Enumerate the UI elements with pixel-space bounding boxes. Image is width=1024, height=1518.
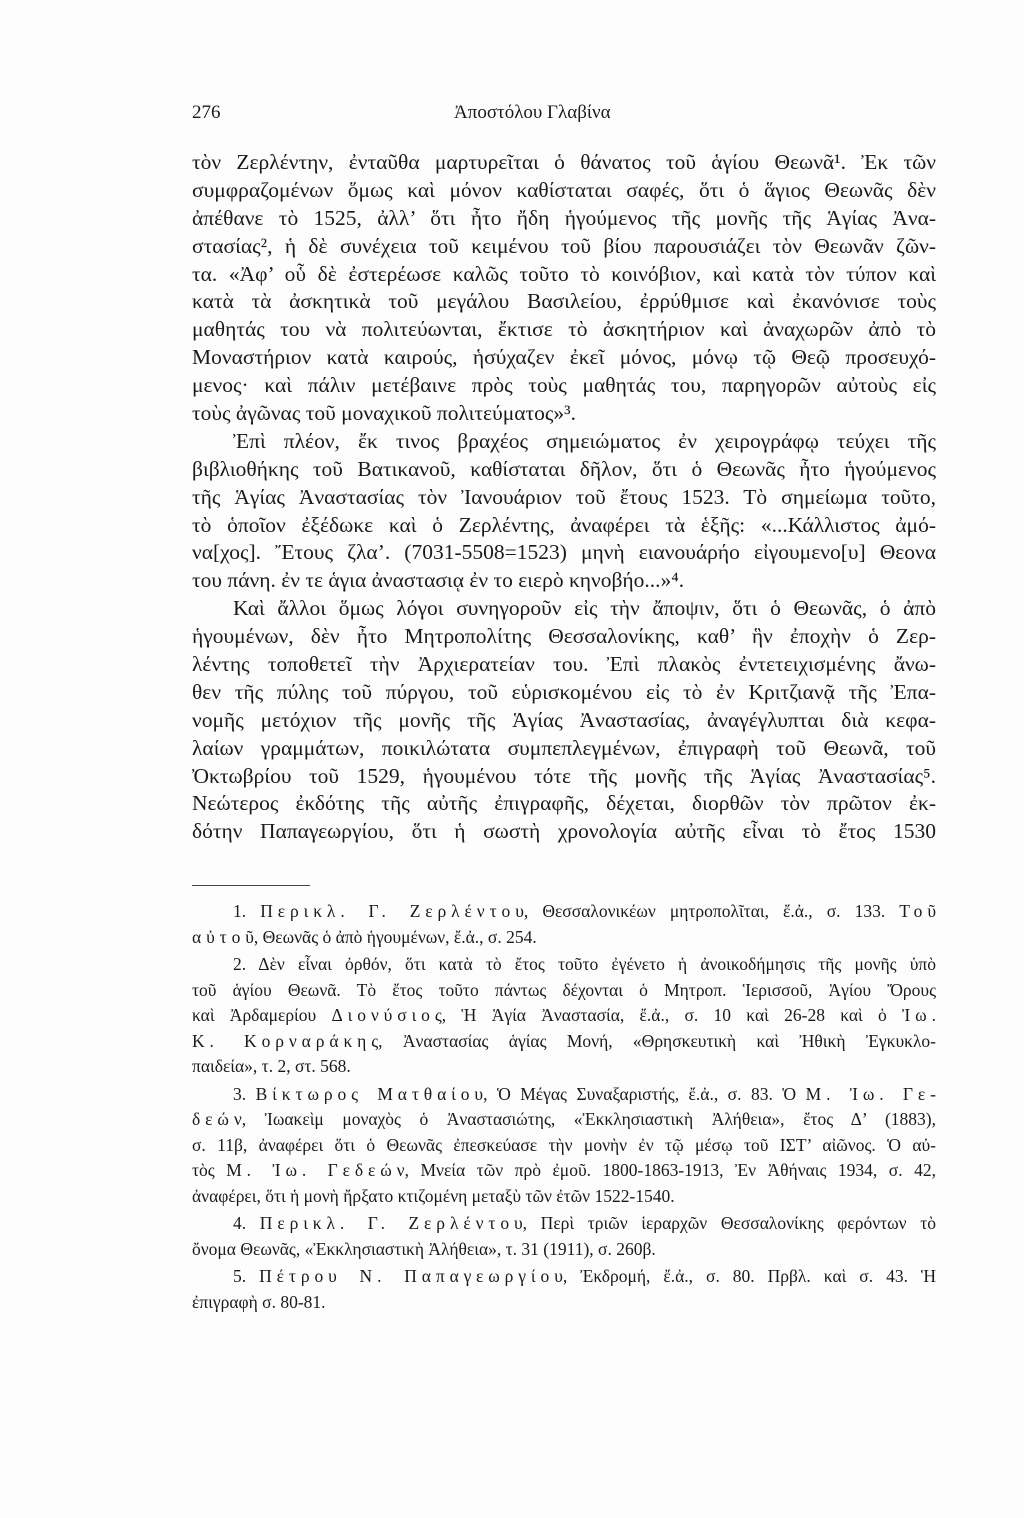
footnote-line	[192, 899, 941, 925]
footnote-line	[192, 978, 936, 1004]
footnote-line	[192, 1211, 936, 1237]
footnote	[192, 1264, 936, 1315]
body-line: του πάνη. ἐν τε ἁγια ἀναστασιᾳ ἐν το ειερὸ κηνοβήο...»⁴.	[192, 568, 685, 593]
footnote-line	[192, 1082, 941, 1108]
footnote-emphasis: Μ. Ἰω. Γεδεών	[226, 1160, 410, 1180]
footnote-line	[192, 1237, 936, 1263]
body-line: βιβλιοθήκης τοῦ Βατικανοῦ, καθίσταται δῆλον, ὅτι ὁ Θεωνᾶς ἦτο ἡγούμενος	[192, 456, 936, 481]
footnote-line	[192, 925, 936, 951]
body-line: στασίας², ἡ δὲ συνέχεια τοῦ κειμένου τοῦ βίου παρουσιάζει τὸν Θεωνᾶν ζῶν-	[192, 233, 936, 258]
page-header	[192, 101, 936, 125]
footnote-text: 3.	[233, 1083, 256, 1104]
footnote-emphasis: αὐτοῦ	[192, 926, 259, 947]
footnote-emphasis: δεών	[192, 1109, 247, 1129]
footnote-text: , Ἐκδρομή, ἔ.ἀ., σ. 80. Πρβλ. καὶ σ. 43. Ἡ	[562, 1266, 936, 1286]
footnote-text: 5.	[233, 1266, 260, 1286]
footnote-text: , Ἰωακεὶμ μοναχὸς ὁ Ἀναστασιώτης, «Ἐκκλησιαστικὴ Ἀλήθεια», ἔτος Δ’ (1883),	[241, 1109, 936, 1129]
footnote	[192, 952, 941, 1080]
footnote-text: τοῦ ἁγίου Θεωνᾶ. Τὸ ἔτος τοῦτο πάντως δέχονται ὁ Μητροπ. Ἱερισσοῦ, Ἁγίου Ὄρους	[192, 979, 936, 1000]
body-line: Καὶ ἄλλοι ὅμως λόγοι συνηγοροῦν εἰς τὴν ἄποψιν, ὅτι ὁ Θεωνᾶς, ὁ ἀπὸ	[233, 596, 936, 621]
footnote-line	[192, 1107, 936, 1133]
body-line: τὸ ὁποῖον ἐξέδωκε καὶ ὁ Ζερλέντης, ἀναφέρει τὰ ἑξῆς: «...Κάλλιστος ἀμό-	[192, 512, 936, 537]
footnote-emphasis: Μ. Ἰω. Γε-	[805, 1083, 941, 1104]
footnote-text: 4.	[233, 1213, 260, 1233]
body-line: Ὀκτωβρίου τοῦ 1529, ἡγουμένου τότε τῆς μονῆς τῆς Ἁγίας Ἀναστασίας⁵.	[192, 763, 936, 788]
footnote-line	[192, 1290, 936, 1316]
body-line: ἀπέθανε τὸ 1525, ἀλλ’ ὅτι ἦτο ἤδη ἡγούμενος τῆς μονῆς τῆς Ἁγίας Ἀνα-	[192, 205, 936, 230]
footnote-text: ἐπιγραφὴ σ. 80-81.	[192, 1291, 326, 1312]
footnote-text: 1.	[233, 901, 261, 921]
body-line: θεν τῆς πύλης τοῦ πύργου, τοῦ εὑρισκομένου εἰς τὸ ἐν Κριτζιανᾷ τῆς Ἐπα-	[192, 679, 936, 704]
footnote-text: ὄνομα Θεωνᾶς, «Ἐκκλησιαστικὴ Ἀλήθεια», τ. 31 (1911), σ. 260β.	[192, 1238, 656, 1259]
footnote-line	[192, 952, 936, 978]
footnote-emphasis: Τοῦ	[899, 901, 941, 921]
body-line: μενος· καὶ πάλιν μετέβαινε πρὸς τοὺς μαθητάς του, παρηγορῶν αὐτοὺς εἰς	[192, 373, 936, 398]
body-line: τὸν Ζερλέντην, ἐνταῦθα μαρτυρεῖται ὁ θάνατος τοῦ ἁγίου Θεωνᾶ¹. Ἐκ τῶν	[192, 150, 936, 174]
footnote-emphasis: Πέτρου Ν. Παπαγεωργίου	[259, 1266, 568, 1286]
footnote-line	[192, 1133, 936, 1159]
footnote-emphasis: Βίκτωρος Ματθαίου	[255, 1083, 488, 1104]
page-number: 276	[192, 102, 221, 123]
body-line: τῆς Ἁγίας Ἀναστασίας τὸν Ἰανουάριον τοῦ ἔτους 1523. Τὸ σημείωμα τοῦτο,	[192, 484, 936, 509]
running-title: Ἀποστόλου Γλαβίνα	[454, 102, 611, 123]
footnote-line	[192, 1264, 936, 1290]
body-line: κατὰ τὰ ἀσκητικὰ τοῦ μεγάλου Βασιλείου, ἐρρύθμισε καὶ ἐκανόνισε τοὺς	[192, 289, 936, 314]
body-paragraph	[192, 595, 936, 846]
footnote-rule	[192, 885, 310, 886]
footnote-emphasis: Κ. Κορναράκης	[192, 1030, 384, 1051]
footnote-text: , Μνεία τῶν πρὸ ἐμοῦ. 1800-1863-1913, Ἐν Ἀθήναις 1934, σ. 42,	[404, 1160, 936, 1180]
footnote-line	[192, 1184, 936, 1210]
footnote-emphasis: Διονύσιος	[331, 1005, 447, 1025]
footnote-text: , Ὁ Μέγας Συναξαριστής, ἔ.ἀ., σ. 83. Ὁ	[483, 1083, 806, 1104]
footnote-line	[192, 1054, 936, 1080]
footnote	[192, 899, 941, 950]
body-line: λαίων γραμμάτων, ποικιλώτατα συμπεπλεγμένων, ἐπιγραφὴ τοῦ Θεωνᾶ, τοῦ	[192, 735, 936, 760]
footnote-text: σ. 11β, ἀναφέρει ὅτι ὁ Θεωνᾶς ἐπεσκεύασε τὴν μονὴν ἐν τῷ μέσῳ τοῦ ΙΣΤ’ αἰῶνος. Ὁ αὐ-	[192, 1134, 936, 1155]
body-line: τα. «Ἀφ’ οὗ δὲ ἐστερέωσε καλῶς τοῦτο τὸ κοινόβιον, καὶ κατὰ τὸν τύπον καὶ	[192, 261, 936, 286]
body-line: λέντης τοποθετεῖ τὴν Ἀρχιερατείαν του. Ἐπὶ πλακὸς ἐντετειχισμένης ἄνω-	[192, 652, 936, 677]
body-line: μαθητάς του νὰ πολιτεύωνται, ἔκτισε τὸ ἀσκητήριον καὶ ἀναχωρῶν ἀπὸ τὸ	[192, 317, 936, 342]
body-line: δότην Παπαγεωργίου, ὅτι ἡ σωστὴ χρονολογία αὐτῆς εἶναι τὸ ἔτος 1530	[192, 819, 936, 844]
footnote-text: 2. Δὲν εἶναι ὀρθόν, ὅτι κατὰ τὸ ἔτος τοῦτο ἐγένετο ἡ ἀνοικοδήμησις τῆς μονῆς ὑπὸ	[233, 954, 936, 974]
body-line: συμφραζομένων ὅμως καὶ μόνον καθίσταται σαφές, ὅτι ὁ ἅγιος Θεωνᾶς δὲν	[192, 177, 936, 202]
body-line: τοὺς ἀγῶνας τοῦ μοναχικοῦ πολιτεύματος»³.	[192, 401, 576, 426]
footnote-line	[192, 1158, 936, 1184]
main-text	[192, 149, 936, 846]
footnote	[192, 1082, 941, 1210]
footnote-text: , Ἀναστασίας ἁγίας Μονή, «Θρησκευτικὴ καὶ Ἠθικὴ Ἐγκυκλο-	[378, 1030, 937, 1051]
body-line: νομῆς μετόχιον τῆς μονῆς τῆς Ἁγίας Ἀναστασίας, ἀναγέγλυπται διὰ κεφα-	[192, 707, 936, 732]
footnote-text: , Θεωνᾶς ὁ ἀπὸ ἡγουμένων, ἔ.ἀ., σ. 254.	[253, 926, 537, 947]
footnote-text: , Ἡ Ἁγία Ἀναστασία, ἔ.ἀ., σ. 10 καὶ 26-28 καὶ ὁ	[441, 1005, 903, 1025]
body-line: Μοναστήριον κατὰ καιρούς, ἡσύχαζεν ἐκεῖ μόνος, μόνῳ τῷ Θεῷ προσευχό-	[192, 345, 936, 370]
body-line: Νεώτερος ἐκδότης τῆς αὐτῆς ἐπιγραφῆς, δέχεται, διορθῶν τὸν πρῶτον ἐκ-	[192, 791, 936, 816]
footnote-text: ἀναφέρει, ὅτι ἡ μονὴ ἤρξατο κτιζομένη μεταξὺ τῶν ἐτῶν 1522-1540.	[192, 1185, 675, 1206]
body-paragraph	[192, 428, 936, 595]
body-line: Ἐπὶ πλέον, ἔκ τινος βραχέος σημειώματος ἐν χειρογράφῳ τεύχει τῆς	[233, 428, 936, 453]
body-line: να[χος]. Ἔτους ζλα’. (7031-5508=1523) μηνὴ ειανουάρήο εἰγουμενο[υ] Θεονα	[192, 540, 936, 565]
footnote	[192, 1211, 936, 1262]
footnote-emphasis: Ἰω.	[902, 1005, 941, 1025]
body-paragraph	[192, 149, 936, 428]
body-line: ἡγουμένων, δὲν ἦτο Μητροπολίτης Θεσσαλονίκης, καθ’ ἣν ἐποχὴν ὁ Ζερ-	[192, 624, 936, 649]
footnote-emphasis: Περικλ. Γ. Ζερλέντου	[260, 901, 529, 921]
footnotes	[192, 899, 941, 1315]
footnote-text: παιδεία», τ. 2, στ. 568.	[192, 1056, 351, 1076]
footnote-emphasis: Περικλ. Γ. Ζερλέντου	[259, 1213, 528, 1233]
footnote-line	[192, 1029, 936, 1055]
footnote-text: τὸς	[192, 1160, 227, 1180]
footnote-line	[192, 1003, 941, 1029]
footnote-text: καὶ Ἀρδαμερίου	[192, 1005, 332, 1025]
footnote-text: , Θεσσαλονικέων μητροπολῖται, ἔ.ἀ., σ. 133.	[523, 901, 900, 921]
footnote-text: , Περὶ τριῶν ἱεραρχῶν Θεσσαλονίκης φερόντων τὸ	[522, 1213, 937, 1233]
